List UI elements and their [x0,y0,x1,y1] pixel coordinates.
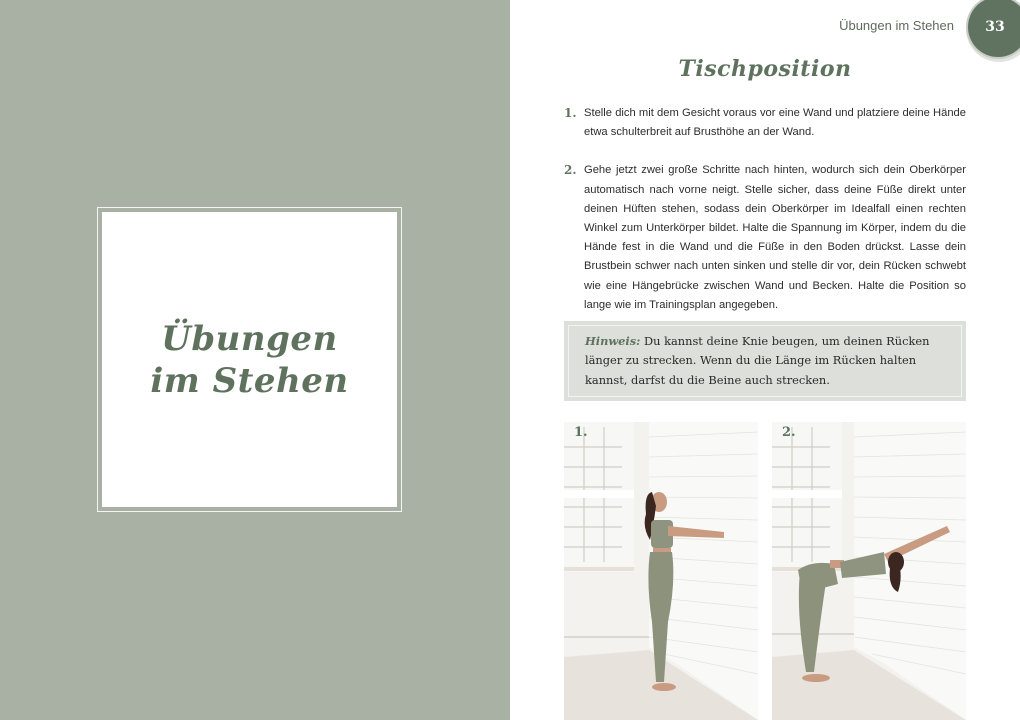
step-list [564,104,966,334]
photo-label: 2. [782,425,796,440]
note-text: Du kannst deine Knie beugen, um deinen Rücken länger zu strecken. Wenn du die Länge im Rücken halten kannst, darfst du die Beine auch strecken. [585,334,930,387]
section-title: Tischposition [678,56,852,82]
step-text: Stelle dich mit dem Gesicht voraus vor eine Wand und platziere deine Hände etwa schulterbreit auf Brusthöhe an der Wand. [584,107,966,139]
table-pose-illustration [772,422,966,720]
step-number: 2. [564,163,577,178]
chapter-title-line1: Übungen [161,318,338,359]
page-number-badge [968,0,1020,57]
standing-pose-illustration [564,422,758,720]
note-content [568,325,962,397]
note-box [564,321,966,401]
page-number: 33 [985,19,1005,35]
chapter-title-line2: im Stehen [150,360,349,401]
step-text: Gehe jetzt zwei große Schritte nach hinten, wodurch sich dein Oberkörper automatisch nach vorne neigt. Stelle sicher, dass deine Füße direkt unter deinen Hüften stehen, sodass dein Oberkörper im Idealfall einen rechten Winkel zum Unterkörper bildet. Halte die Spannung im Körper, indem du die Hände fest in die Wand und die Füße in den Boden drückst. Lasse dein Brustbein schwer nach unten sinken und stelle dir vor, dein Rücken schwebt wie eine Hängebrücke zwischen Wand und Becken. Halte die Position so lange wie im Trainingsplan angegeben. [584,164,966,311]
exercise-photo-2 [772,422,966,720]
exercise-photo-1 [564,422,758,720]
right-page [510,0,1020,720]
step-number: 1. [564,106,577,120]
note-label: Hinweis: [585,334,641,348]
chapter-frame [97,207,402,512]
running-head: Übungen im Stehen [839,18,954,33]
step-item [564,161,966,315]
chapter-card [102,212,397,507]
photo-label: 1. [574,425,588,440]
step-item [564,104,966,142]
